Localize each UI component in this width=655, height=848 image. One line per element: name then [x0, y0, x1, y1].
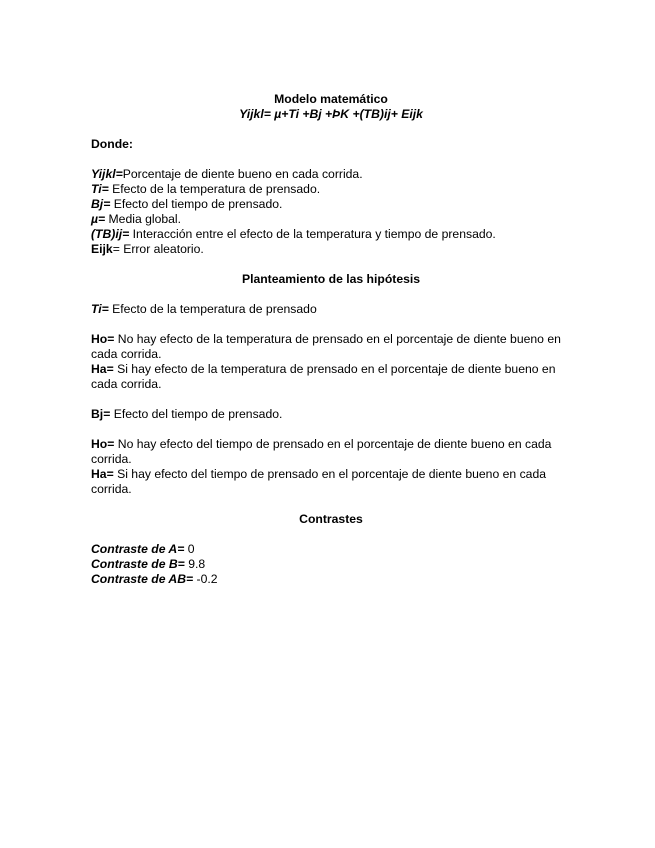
hypothesis-ha-bj: Ha= Si hay efecto del tiempo de prensado en el porcentaje de diente bueno en cada corrida.: [91, 467, 546, 496]
hypothesis-ha-ti: Ha= Si hay efecto de la temperatura de prensado en el porcentaje de diente bueno en cada corrida.: [91, 362, 556, 391]
contraste-item: [91, 572, 571, 587]
contraste-label: Contraste de A=: [91, 542, 185, 556]
donde-label: Donde:: [91, 137, 133, 151]
definition-desc: Efecto de la temperatura de prensado.: [108, 182, 321, 196]
definition-desc: = Error aleatorio.: [112, 242, 204, 256]
definition-item: [91, 212, 571, 227]
definition-desc: Interacción entre el efecto de la temperatura y tiempo de prensado.: [129, 227, 496, 241]
document-body: [91, 92, 571, 587]
definition-term: Yijkl=: [91, 167, 123, 181]
definition-item: [91, 182, 571, 197]
definition-item: [91, 242, 571, 257]
contraste-label: Contraste de AB=: [91, 572, 194, 586]
definition-term: Bj=: [91, 197, 111, 211]
definition-term: Ti=: [91, 182, 109, 196]
contraste-item: [91, 557, 571, 572]
definition-desc: Efecto del tiempo de prensado.: [110, 197, 283, 211]
contraste-value: 9.8: [184, 557, 206, 571]
definition-term: Eijk: [91, 242, 113, 256]
definitions-list: [91, 167, 571, 257]
title: Modelo matemático: [274, 92, 388, 106]
formula: [91, 107, 571, 122]
definition-item: [91, 227, 571, 242]
definition-item: [91, 197, 571, 212]
contraste-item: [91, 542, 571, 557]
factor-ti: Ti= Efecto de la temperatura de prensado: [91, 302, 317, 316]
definition-item: [91, 167, 571, 182]
definition-term: µ=: [91, 212, 106, 226]
definition-term: (TB)ij=: [91, 227, 130, 241]
factor-bj: Bj= Efecto del tiempo de prensado.: [91, 407, 283, 421]
formula-text: Yijkl= µ+Ti +Bj +ÞK +(TB)ij+ Eijk: [239, 107, 423, 121]
definition-desc: Porcentaje de diente bueno en cada corrida.: [122, 167, 363, 181]
hypothesis-ho-ti: Ho= No hay efecto de la temperatura de prensado en el porcentaje de diente bueno en cada corrida.: [91, 332, 561, 361]
hypothesis-ho-bj: Ho= No hay efecto del tiempo de prensado en el porcentaje de diente bueno en cada corrida.: [91, 437, 552, 466]
contrastes-list: [91, 542, 571, 587]
contraste-label: Contraste de B=: [91, 557, 185, 571]
contraste-value: 0: [184, 542, 195, 556]
contraste-value: -0.2: [193, 572, 218, 586]
contrastes-heading: Contrastes: [299, 512, 363, 526]
hipotesis-heading: Planteamiento de las hipótesis: [241, 272, 421, 286]
definition-desc: Media global.: [105, 212, 182, 226]
